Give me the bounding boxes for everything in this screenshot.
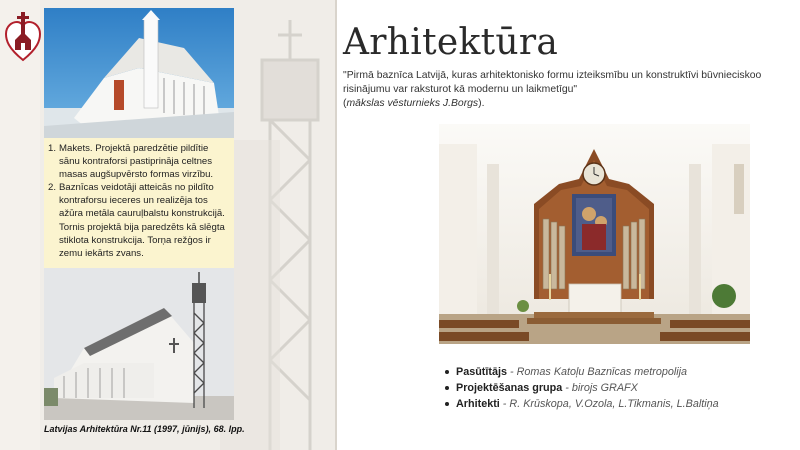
quote-attribution <box>343 98 485 109</box>
quote-close-paren: ). <box>478 98 485 109</box>
church-heart-logo-icon <box>4 10 42 62</box>
caption-item-text: Baznīcas veidotāji atteicās no pildīto kontraforsu ieceres un realizēja tos ažūra metāla cauruļbalstu konstrukcijā. Tornis projektā bija paredzēts kā slēgta stiklota konstrukcija. Torņa režģos ir zemu iekārts zvans. <box>59 182 225 259</box>
credit-name: R. Krūskopa, V.Ozola, L.Tīkmanis, L.Baltiņa <box>509 398 719 410</box>
credit-name: birojs GRAFX <box>571 382 638 394</box>
caption-list <box>48 142 228 260</box>
left-panel <box>0 0 335 450</box>
credit-name: Romas Katoļu Baznīcas metropolija <box>516 366 688 378</box>
credit-item <box>445 364 719 380</box>
quote-text: "Pirmā baznīca Latvijā, kuras arhitektonisko formu izteiksmību un konstruktīvi būvnieciskoo risinājumu var raksturot kā modernu un laikmetīgu" <box>343 70 762 95</box>
bullet-icon <box>445 386 449 390</box>
credits-list <box>445 364 719 412</box>
bullet-icon <box>445 402 449 406</box>
page-title: Arhitektūra <box>343 22 559 63</box>
credit-separator: - <box>565 382 569 394</box>
church-interior-photo <box>439 124 750 344</box>
caption-item-text: Makets. Projektā paredzētie pildītie sānu kontraforsi pastiprināja celtnes masas augšupvērsto formas virzību. <box>59 143 214 181</box>
quote-open-paren: ( <box>343 98 347 109</box>
model-caption <box>44 138 234 268</box>
church-model-photo <box>44 8 234 138</box>
credit-item <box>445 396 719 412</box>
credit-role: Arhitekti <box>456 398 500 410</box>
caption-item <box>48 181 228 260</box>
credit-role: Pasūtītājs <box>456 366 508 378</box>
quote-author: mākslas vēsturnieks J.Borgs <box>346 98 479 109</box>
caption-item <box>48 142 228 181</box>
panel-divider <box>335 0 337 450</box>
credit-item <box>445 380 719 396</box>
credit-role: Projektēšanas grupa <box>456 382 563 394</box>
bullet-icon <box>445 370 449 374</box>
caption-item-number: 1. <box>48 143 57 154</box>
credit-separator: - <box>502 398 507 410</box>
caption-item-number: 2. <box>48 182 57 194</box>
church-exterior-photo <box>44 268 234 420</box>
credit-separator: - <box>510 366 514 378</box>
source-citation: Latvijas Arhitektūra Nr.11 (1997, jūnijs), 68. lpp. <box>44 424 245 434</box>
